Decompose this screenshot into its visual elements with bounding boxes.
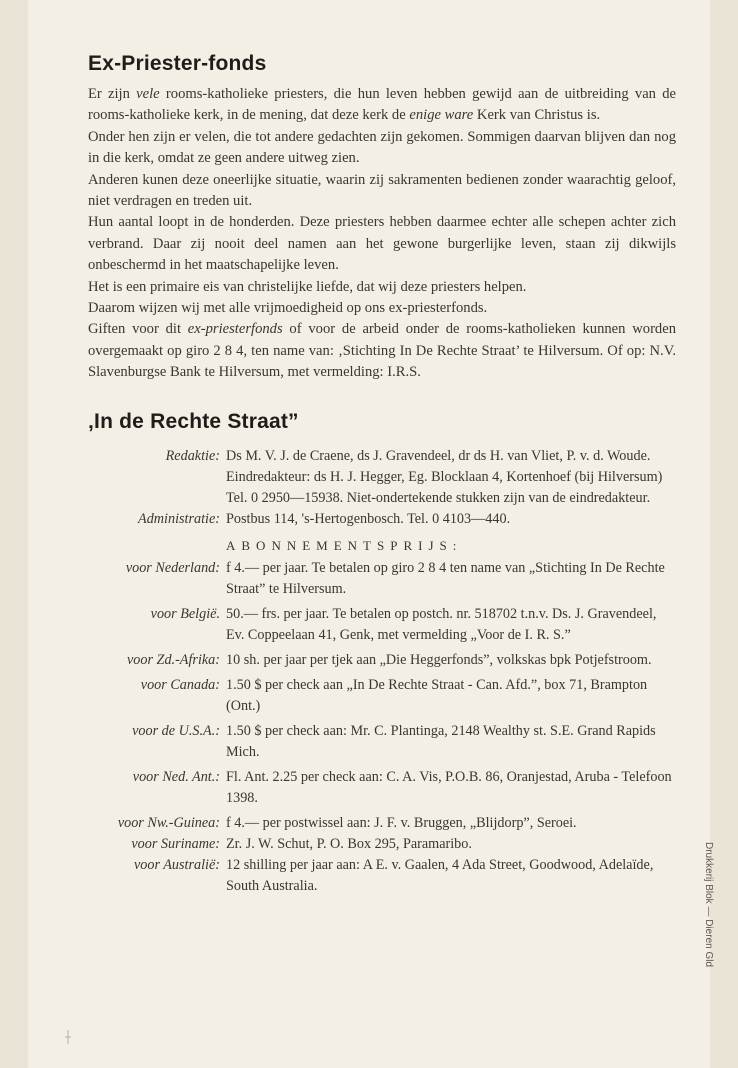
paragraph-5: Het is een primaire eis van christelijke liefde, dat wij deze priesters helpen. xyxy=(88,278,527,295)
text: Kerk van Christus is. xyxy=(473,107,601,124)
rate-entry xyxy=(88,650,676,671)
rate-entry xyxy=(88,604,676,646)
redaktie-value: Ds M. V. J. de Craene, ds J. Gravendeel, dr ds H. van Vliet, P. v. d. Woude. Eindredakteur: ds H. J. Hegger, Eg. Blocklaan 4, Kortenhoef (bij Hilversum) Tel. 0 2950—15938. Niet-ondertekende stukken zijn van de eindredakteur. xyxy=(226,447,663,506)
text-italic: enige ware xyxy=(409,107,474,124)
printer-credit xyxy=(700,842,720,1032)
paragraph-6: Daarom wijzen wij met alle vrijmoedigheid op ons ex-priesterfonds. xyxy=(88,300,488,317)
administratie-entry xyxy=(88,509,676,530)
rate-entry xyxy=(88,558,676,600)
rate-entry xyxy=(88,813,676,834)
rate-value: 1.50 $ per check aan „In De Rechte Straat - Can. Afd.”, box 71, Brampton (Ont.) xyxy=(226,676,648,714)
paragraph-3: Anderen kunen deze oneerlijke situatie, waarin zij sakramenten bedienen zonder waarachtig geloof, niet verdragen en treden uit. xyxy=(88,171,676,210)
rate-label: voor België. xyxy=(150,605,220,622)
paragraph-1 xyxy=(88,84,676,127)
rate-value: f 4.— per postwissel aan: J. F. v. Bruggen, „Blijdorp”, Seroei. xyxy=(226,814,577,831)
content xyxy=(88,52,676,897)
rate-label: voor Zd.-Afrika: xyxy=(127,651,220,668)
rate-entry xyxy=(88,675,676,717)
paragraph-2: Onder hen zijn er velen, die tot andere gedachten zijn gekomen. Sommigen daarvan blijven dan nog in die kerk, omdat ze geen andere uitweg zien. xyxy=(88,128,676,167)
paragraph-7 xyxy=(88,319,676,383)
administratie-value: Postbus 114, 's-Hertogenbosch. Tel. 0 4103—440. xyxy=(226,510,511,527)
administratie-label: Administratie: xyxy=(138,510,220,527)
printer-credit-text: Drukkerij Blok — Dieren Gld xyxy=(703,842,714,968)
rate-label: voor Suriname: xyxy=(131,835,220,852)
rate-label: voor de U.S.A.: xyxy=(132,722,220,739)
rate-label: voor Australië: xyxy=(133,856,220,873)
page xyxy=(28,0,714,1068)
rate-label: voor Nederland: xyxy=(125,559,220,576)
paragraph-4: Hun aantal loopt in de honderden. Deze priesters hebben daarmee echter alle schepen achter zich verbrand. Daar zij nooit deel namen aan het gewone burgerlijke leven, staan zij dikwijls onbeschermd in het maatschapelijke leven. xyxy=(88,214,676,274)
rate-label: voor Canada: xyxy=(140,676,220,693)
text-italic: vele xyxy=(136,86,160,102)
rate-entry xyxy=(88,834,676,855)
rate-value: 10 sh. per jaar per tjek aan „Die Heggerfonds”, volkskas bpk Potjefstroom. xyxy=(226,651,652,668)
text: of voor de arbeid onder de rooms-katholieken kunnen worden overgemaakt op giro 2 8 4, ten name van: ‚Stichting In De Rechte Straat’ te Hilversum. Of op: N.V. Slavenburgse Bank te Hilversum, met vermelding: I.R.S. xyxy=(88,321,676,381)
rate-value: 12 shilling per jaar aan: A E. v. Gaalen, 4 Ada Street, Goodwood, Adelaïde, South Australia. xyxy=(226,856,654,894)
rate-value: f 4.— per jaar. Te betalen op giro 2 8 4 ten name van „Stichting In De Rechte Straat” te Hilversum. xyxy=(226,559,665,597)
redaktie-entry xyxy=(88,446,676,509)
rate-entry xyxy=(88,721,676,763)
rate-label: voor Nw.-Guinea: xyxy=(117,814,220,831)
text: Er zijn xyxy=(88,86,137,102)
text-italic: ex-priesterfonds xyxy=(187,321,283,338)
rate-value: Zr. J. W. Schut, P. O. Box 295, Paramaribo. xyxy=(226,835,472,852)
rate-value: 50.— frs. per jaar. Te betalen op postch. nr. 518702 t.n.v. Ds. J. Gravendeel, Ev. Coppeelaan 41, Genk, met vermelding „Voor de I. R. S.” xyxy=(226,605,657,643)
section-title-in-de-rechte-straat: ‚In de Rechte Straat” xyxy=(88,409,299,433)
rate-entry xyxy=(88,767,676,809)
rate-value: 1.50 $ per check aan: Mr. C. Plantinga, 2148 Wealthy st. S.E. Grand Rapids Mich. xyxy=(226,722,656,760)
rate-value: Fl. Ant. 2.25 per check aan: C. A. Vis, P.O.B. 86, Oranjestad, Aruba - Telefoon 1398. xyxy=(226,768,672,806)
rate-entry xyxy=(88,855,676,897)
rate-label: voor Ned. Ant.: xyxy=(132,768,220,785)
redaktie-label: Redaktie: xyxy=(165,447,220,464)
section-title-ex-priester-fonds: Ex-Priester-fonds xyxy=(88,52,267,75)
text: Giften voor dit xyxy=(88,321,188,338)
abonnementsprijs-heading: ABONNEMENTSPRIJS: xyxy=(226,537,463,553)
text: rooms-katholieke priesters, die hun leven hebben gewijd aan de uitbreiding van de rooms-katholieke kerk, in de mening, dat deze kerk de xyxy=(88,86,676,124)
pencil-mark-icon xyxy=(64,1030,72,1044)
